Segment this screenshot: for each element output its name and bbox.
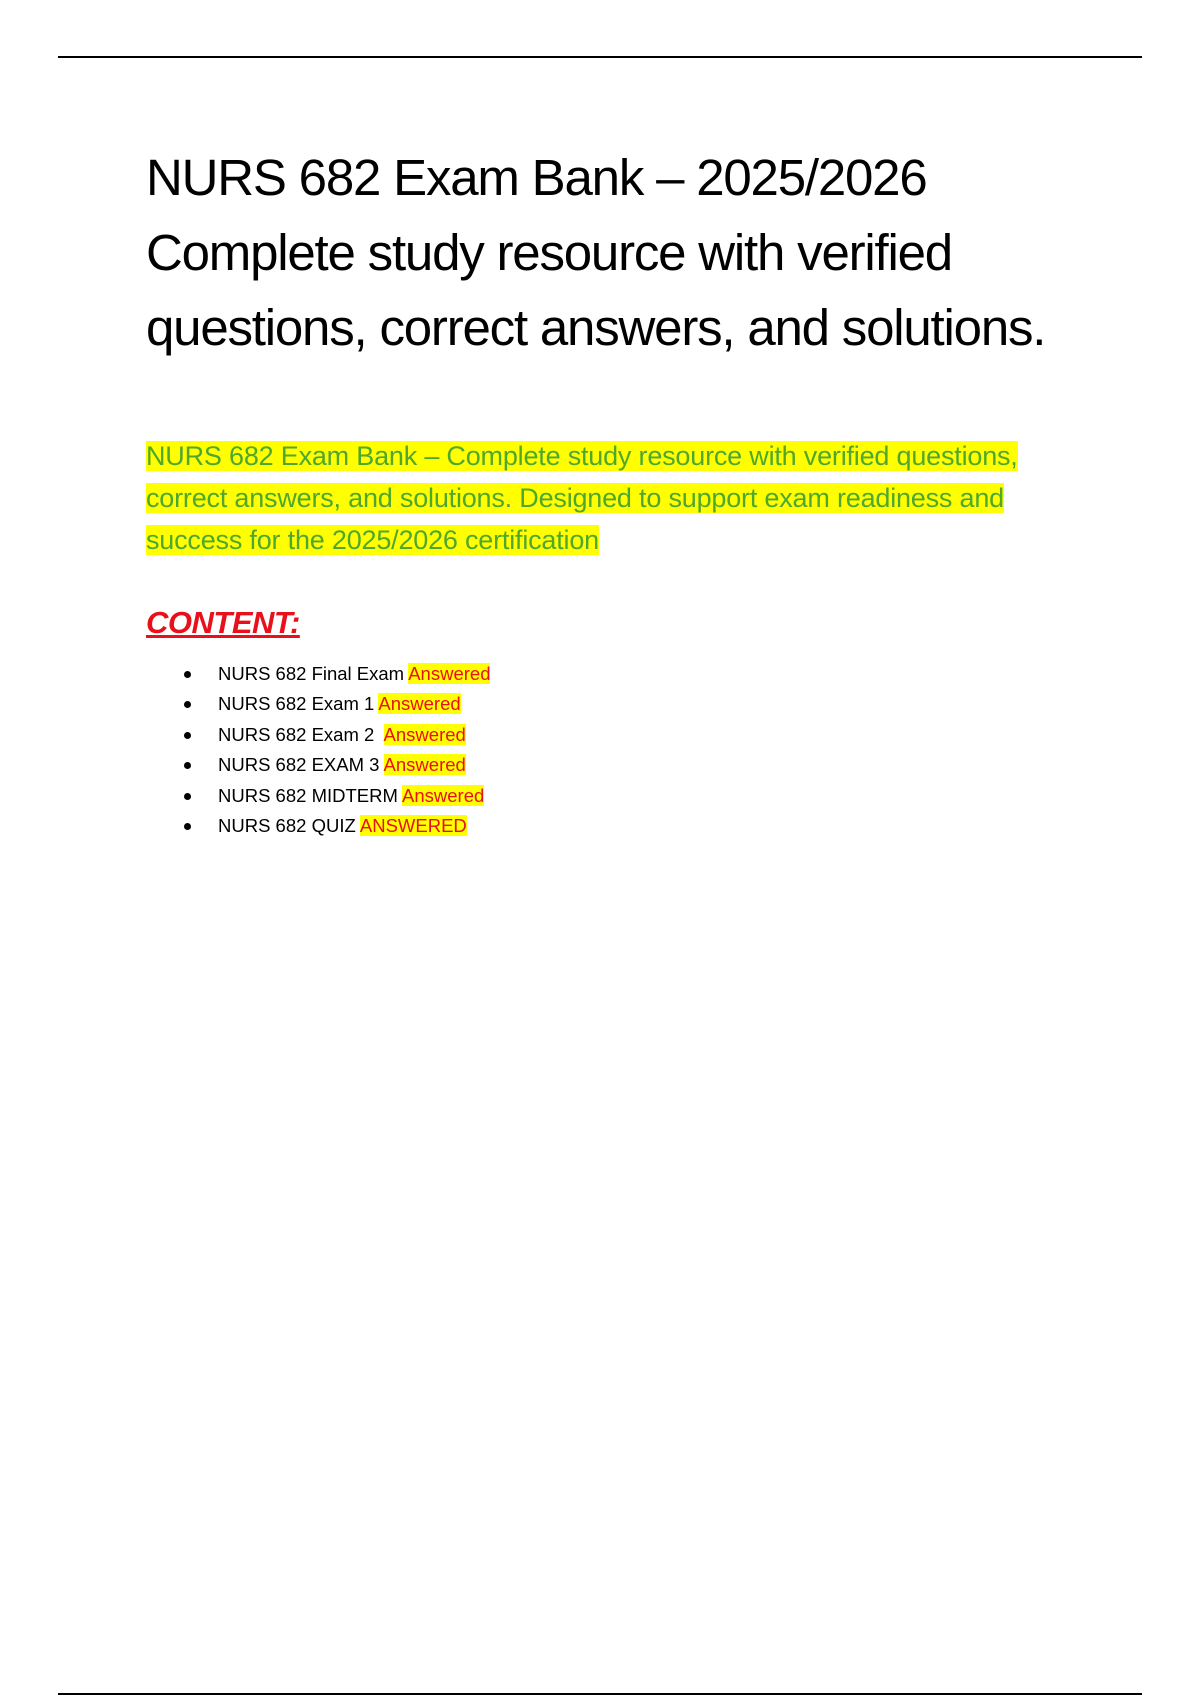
bullet-icon	[184, 762, 191, 769]
bullet-icon	[184, 701, 191, 708]
bullet-icon	[184, 823, 191, 830]
status-badge: Answered	[378, 693, 461, 715]
list-item	[184, 811, 1106, 841]
status-badge: Answered	[402, 784, 485, 806]
item-label: NURS 682 Exam 1	[218, 693, 379, 715]
item-label: NURS 682 Final Exam	[218, 663, 409, 684]
document-body	[146, 140, 1106, 841]
content-heading: CONTENT:	[146, 605, 300, 640]
item-label: NURS 682 MIDTERM	[218, 784, 403, 806]
list-item	[184, 659, 1106, 689]
list-item	[184, 750, 1106, 780]
item-label: NURS 682 EXAM 3	[218, 754, 384, 776]
status-badge: Answered	[383, 723, 466, 745]
item-label: NURS 682 Exam 2	[218, 723, 384, 745]
item-label: NURS 682 QUIZ	[218, 815, 360, 837]
bullet-icon	[184, 732, 191, 739]
status-badge: Answered	[383, 754, 466, 776]
title-line: NURS 682 Exam Bank – 2025/2026	[146, 149, 927, 206]
status-badge: ANSWERED	[359, 815, 467, 837]
intro-paragraph	[146, 435, 1096, 561]
top-divider	[58, 56, 1142, 58]
list-item	[184, 720, 1106, 750]
status-badge: Answered	[408, 663, 491, 684]
intro-text: NURS 682 Exam Bank – Complete study resource with verified questions, correct answers, and solutions. Designed to support exam readiness and success for the 2025/2026 certification	[146, 441, 1018, 555]
bottom-divider	[58, 1693, 1142, 1695]
bullet-icon	[184, 671, 191, 678]
bullet-icon	[184, 793, 191, 800]
list-item	[184, 689, 1106, 719]
document-title	[146, 140, 1106, 365]
list-item	[184, 781, 1106, 811]
content-list	[146, 659, 1106, 841]
title-line: Complete study resource with verified	[146, 224, 952, 281]
title-line: questions, correct answers, and solutions.	[146, 299, 1046, 356]
